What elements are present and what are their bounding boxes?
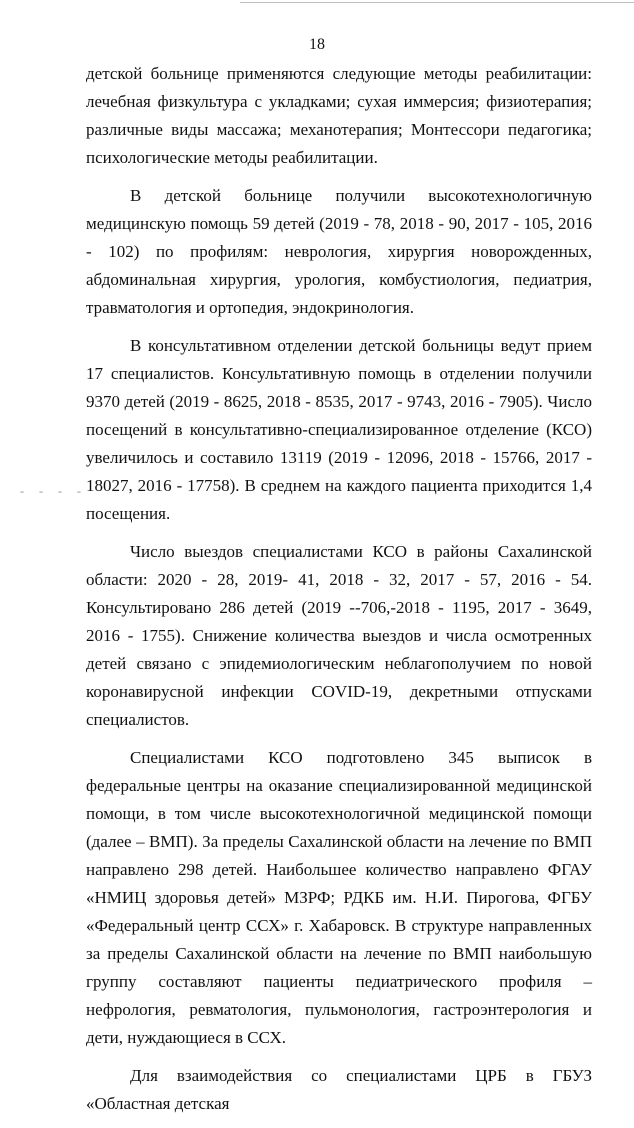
top-rule xyxy=(240,2,634,3)
margin-marks: - - - - xyxy=(20,484,87,498)
paragraph-4: Число выездов специалистами КСО в районы Сахалинской области: 2020 - 28, 2019- 41, 2018 - 32, 2017 - 57, 2016 - 54. Консультировано 286 детей (2019 --706,-2018 - 1195, 2017 - 3649, 2016 - 1755). Снижение количества выездов и числа осмотренных детей связано с эпидемиологическим неблагополучием по новой коронавирусной инфекции COVID-19, декретными отпусками специалистов. xyxy=(86,542,592,729)
paragraph-6: Для взаимодействия со специалистами ЦРБ в ГБУЗ «Областная детская xyxy=(86,1066,592,1113)
paragraph-3: В консультативном отделении детской больницы ведут прием 17 специалистов. Консультативную помощь в отделении получили 9370 детей (2019 - 8625, 2018 - 8535, 2017 - 9743, 2016 - 7905). Число посещений в консультативно-специализированное отделение (КСО) увеличилось и составило 13119 (2019 - 12096, 2018 - 15766, 2017 - 18027, 2016 - 17758). В среднем на каждого пациента приходится 1,4 посещения. xyxy=(86,336,592,523)
paragraph-2: В детской больнице получили высокотехнологичную медицинскую помощь 59 детей (2019 - 78, 2018 - 90, 2017 - 105, 2016 - 102) по профилям: неврология, хирургия новорожденных, абдоминальная хирургия, урология, комбустиология, педиатрия, травматология и ортопедия, эндокринология. xyxy=(86,186,592,317)
paragraph-5: Специалистами КСО подготовлено 345 выписок в федеральные центры на оказание специализированной медицинской помощи, в том числе высокотехнологичной медицинской помощи (далее – ВМП). За пределы Сахалинской области на лечение по ВМП направлено 298 детей. Наибольшее количество направлено ФГАУ «НМИЦ здоровья детей» МЗРФ; РДКБ им. Н.И. Пирогова, ФГБУ «Федеральный центр ССХ» г. Хабаровск. В структуре направленных за пределы Сахалинской области на лечение по ВМП наибольшую группу составляют пациенты педиатрического профиля – нефрология, ревматология, пульмонология, гастроэнтерология и дети, нуждающиеся в ССХ. xyxy=(86,748,592,1047)
paragraph-1: детской больнице применяются следующие методы реабилитации: лечебная физкультура с укладками; сухая иммерсия; физиотерапия; различные виды массажа; механотерапия; Монтессори педагогика; психологические методы реабилитации. xyxy=(86,64,592,167)
body-text xyxy=(86,60,592,1128)
page-number: 18 xyxy=(309,36,325,53)
